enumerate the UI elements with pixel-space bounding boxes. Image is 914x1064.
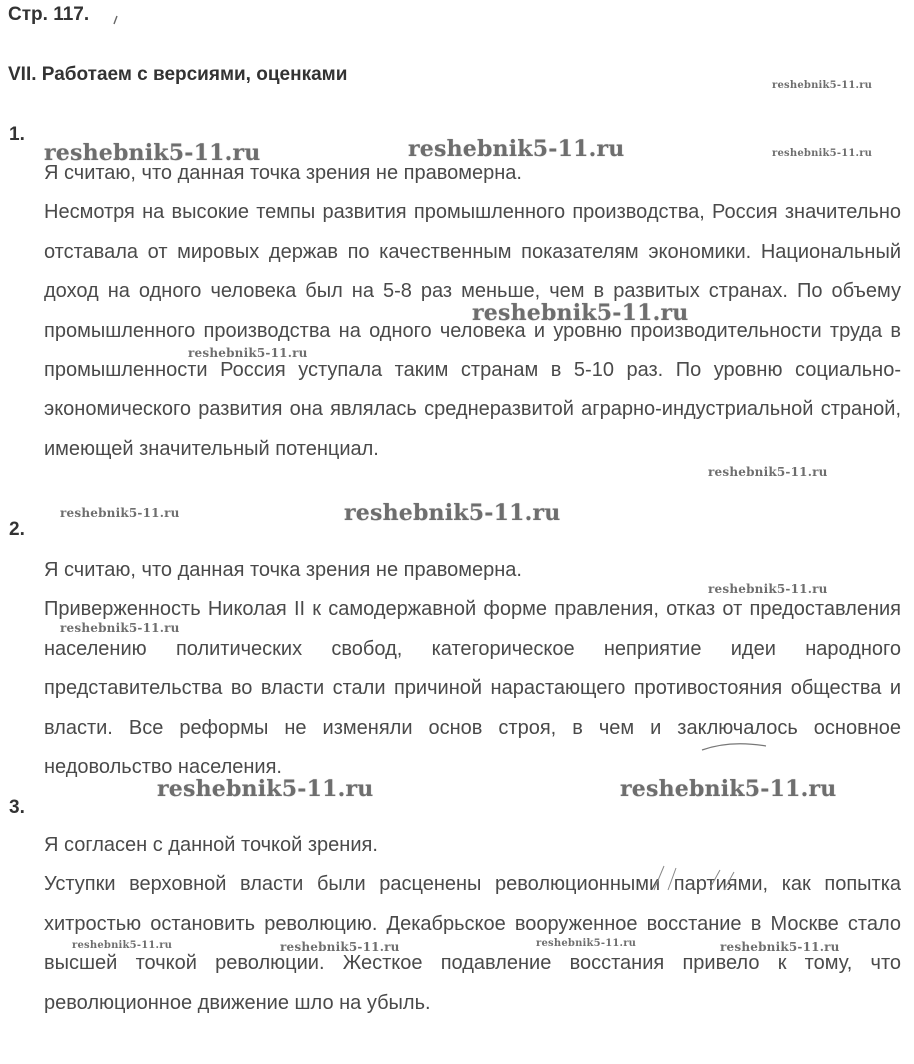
watermark-text: reshebnik5-11.ru [708, 465, 828, 479]
scribble-mark [112, 12, 122, 26]
watermark-text: reshebnik5-11.ru [772, 80, 873, 91]
answer-2-verdict: Я считаю, что данная точка зрения не правомерна. [44, 559, 522, 581]
answer-1-argument: Несмотря на высокие темпы развития промышленного производства, Россия значительно отставала от мировых держав по качественным показателям экономики. Национальный доход на одного человека был на 5-8 раз меньше, чем в развитых странах. По объему промышленного производства на одного человека и уровню производительности труда в промышленности Россия уступала таким странам в 5-10 раз. По уровню социально-экономического развития она являлась среднеразвитой аграрно-индустриальной страной, имеющей значительный потенциал. [44, 201, 901, 460]
answer-block-1 [44, 154, 901, 469]
watermark-text: reshebnik5-11.ru [157, 776, 374, 802]
watermark-text: reshebnik5-11.ru [280, 940, 400, 954]
page-label: Стр. 117. [8, 4, 90, 25]
answer-number-1: 1. [9, 124, 25, 145]
answer-1-verdict: Я считаю, что данная точка зрения не правомерна. [44, 162, 522, 184]
answer-number-2: 2. [9, 519, 25, 540]
page-header [8, 4, 89, 26]
watermark-text: reshebnik5-11.ru [536, 938, 637, 949]
watermark-text: reshebnik5-11.ru [60, 506, 180, 520]
watermark-text: reshebnik5-11.ru [408, 136, 625, 162]
answer-number-3: 3. [9, 797, 25, 818]
answer-3-verdict: Я согласен с данной точкой зрения. [44, 834, 378, 856]
watermark-text: reshebnik5-11.ru [188, 346, 308, 360]
answer-2-argument: Приверженность Николая II к самодержавной форме правления, отказ от предоставления населению политических свобод, категорическое неприятие идеи народного представительства во власти стали причиной нарастающего противостояния общества и власти. Все реформы не изменяли основ строя, в чем и заключалось основное недовольство населения. [44, 598, 901, 779]
watermark-text: reshebnik5-11.ru [472, 300, 689, 326]
answer-3-argument: Уступки верховной власти были расценены революционными партиями, как попытка хитростью остановить революцию. Декабрьское вооруженное восстание в Москве стало высшей точкой революции. Жесткое подавление восстания привело к тому, что революционное движение шло на убыль. [44, 873, 901, 1014]
watermark-text: reshebnik5-11.ru [72, 940, 173, 951]
watermark-text: reshebnik5-11.ru [772, 148, 873, 159]
watermark-text: reshebnik5-11.ru [60, 621, 180, 635]
watermark-text: reshebnik5-11.ru [344, 500, 561, 526]
answer-block-3 [44, 826, 901, 1023]
watermark-text: reshebnik5-11.ru [44, 140, 261, 166]
watermark-text: reshebnik5-11.ru [720, 940, 840, 954]
answer-block-2 [44, 551, 901, 787]
watermark-text: reshebnik5-11.ru [620, 776, 837, 802]
watermark-text: reshebnik5-11.ru [708, 582, 828, 596]
section-title: VII. Работаем с версиями, оценками [8, 64, 348, 85]
